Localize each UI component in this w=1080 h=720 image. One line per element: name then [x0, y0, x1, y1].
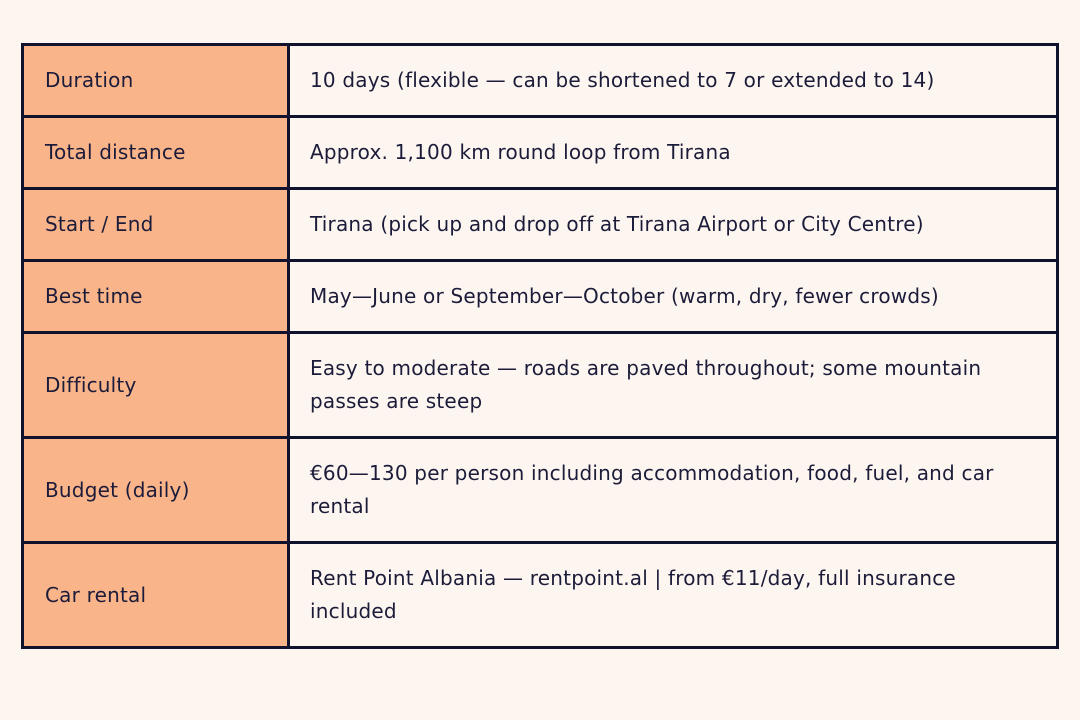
table-row-difficulty [23, 333, 1058, 438]
row-value: 10 days (flexible — can be shortened to 7 or extended to 14) [289, 45, 1058, 117]
row-value: Easy to moderate — roads are paved throughout; some mountain passes are steep [289, 333, 1058, 438]
row-value: May—June or September—October (warm, dry, fewer crowds) [289, 261, 1058, 333]
table-row-best-time [23, 261, 1058, 333]
table-row-total-distance [23, 117, 1058, 189]
row-value: Tirana (pick up and drop off at Tirana Airport or City Centre) [289, 189, 1058, 261]
table-row-duration [23, 45, 1058, 117]
row-label: Duration [23, 45, 289, 117]
row-label: Budget (daily) [23, 438, 289, 543]
table-row-car-rental [23, 543, 1058, 648]
row-value: €60—130 per person including accommodation, food, fuel, and car rental [289, 438, 1058, 543]
row-label: Best time [23, 261, 289, 333]
row-value: Rent Point Albania — rentpoint.al | from €11/day, full insurance included [289, 543, 1058, 648]
trip-summary-table [21, 43, 1059, 649]
table-row-start-end [23, 189, 1058, 261]
table-row-budget [23, 438, 1058, 543]
row-label: Start / End [23, 189, 289, 261]
row-label: Total distance [23, 117, 289, 189]
row-label: Difficulty [23, 333, 289, 438]
row-label: Car rental [23, 543, 289, 648]
row-value: Approx. 1,100 km round loop from Tirana [289, 117, 1058, 189]
